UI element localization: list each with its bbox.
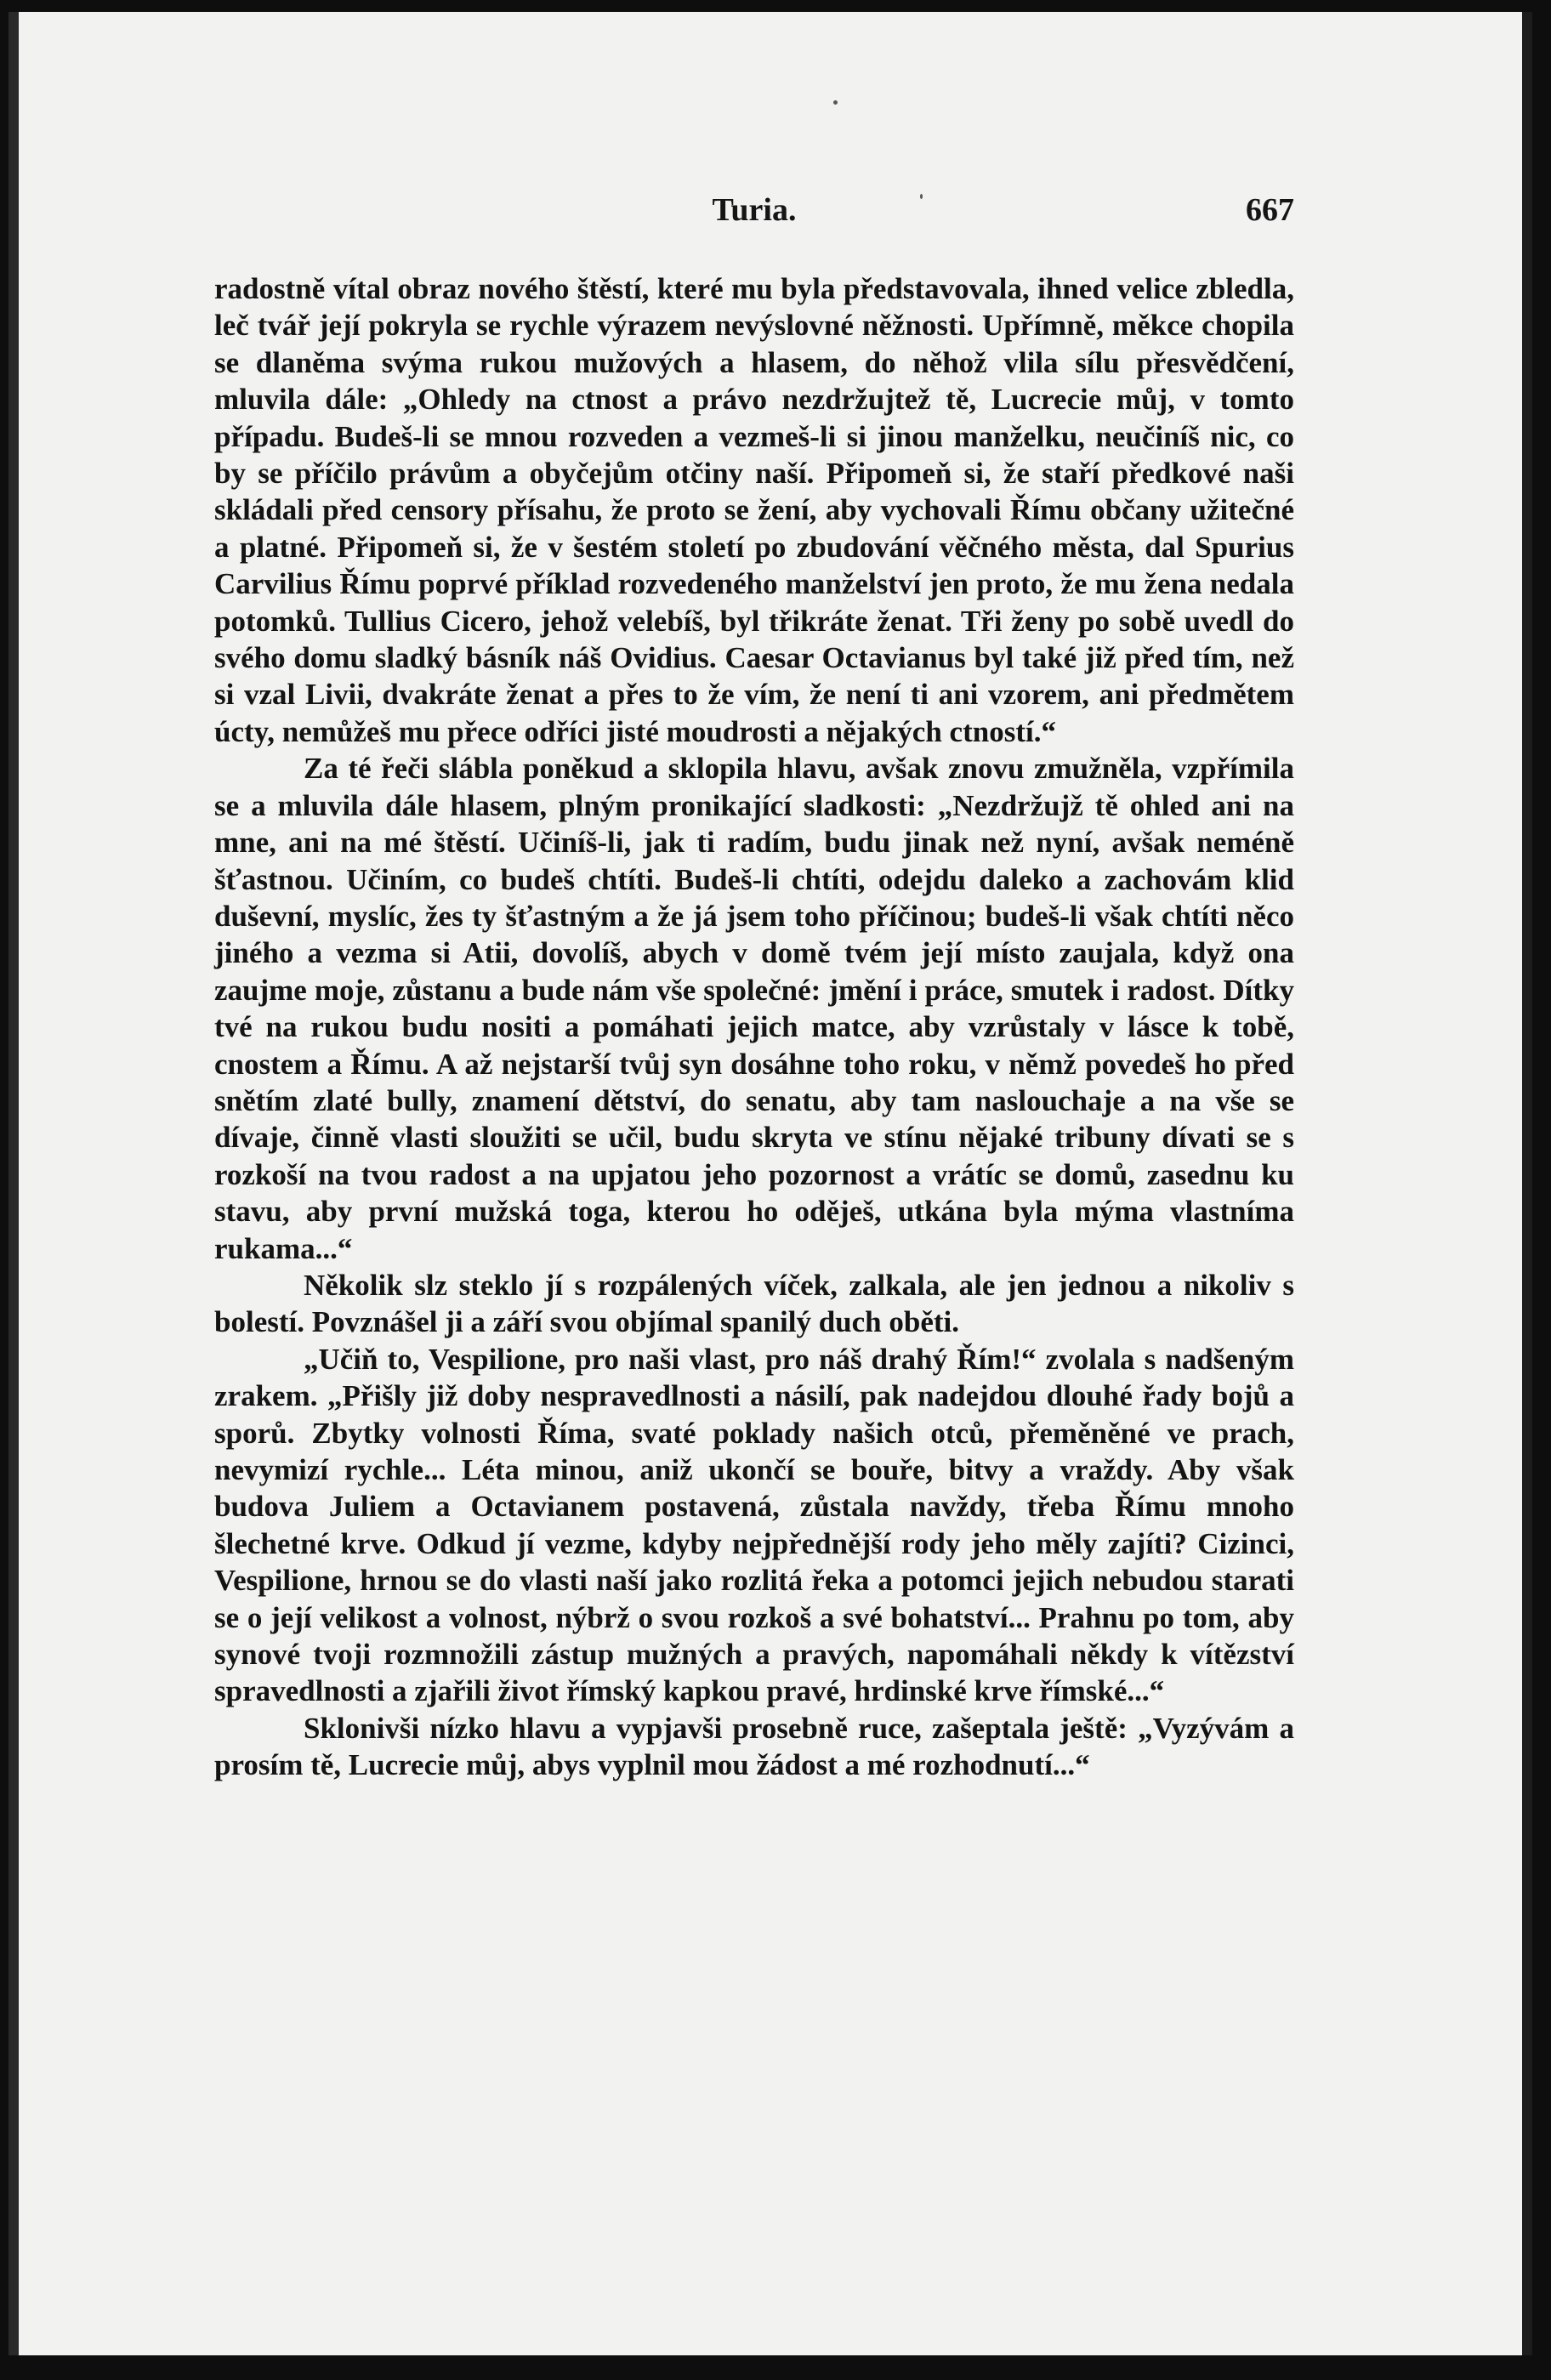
dust-speck xyxy=(833,100,838,105)
paragraph: Sklonivši nízko hlavu a vypjavši prosebně ruce, zašeptala ještě: „Vyzývám a prosím tě, Lucrecie můj, abys vyplnil mou žádost a mé rozhodnutí...“ xyxy=(214,1711,1294,1782)
paragraph: Za té řeči slábla poněkud a sklopila hlavu, avšak znovu zmužněla, vzpřímila se a mluvila dále hlasem, plným pronikající sladkosti: „Nezdržujž tě ohled ani na mne, ani na mé štěstí. Učiníš-li, jak ti radím, budu jinak než nyní, avšak neméně šťastnou. Učiním, co budeš chtíti. Budeš-li chtíti, odejdu daleko a zachovám klid duševní, myslíc, žes ty šťastným a že já jsem toho příčinou; budeš-li však chtíti něco jiného a vezma si Atii, dovolíš, abych v domě tvém její místo zaujala, když ona zaujme moje, zůstanu a bude nám vše společné: jmění i práce, smutek i radost. Dítky tvé na rukou budu nositi a pomáhati jejich matce, aby vzrůstaly v lásce k tobě, cnostem a Římu. A až nejstarší tvůj syn dosáhne toho roku, v němž povedeš ho před snětím zlaté bully, znamení dětství, do senatu, aby tam naslouchaje a na vše se dívaje, činně vlasti sloužiti se učil, budu skryta ve stínu nějaké tribuny dívati se s rozkoší na tvou radost a na upjatou jeho pozornost a vrátíc se domů, zasednu ku stavu, aby první mužská toga, kterou ho oděješ, utkána byla mýma vlastníma rukama...“ xyxy=(214,752,1294,1265)
page-right-edge xyxy=(1522,12,1532,2355)
running-title: Turia. xyxy=(712,192,797,228)
page-left-edge xyxy=(9,12,19,2355)
page-number: 667 xyxy=(1246,192,1294,228)
body-text xyxy=(214,270,1294,1784)
paragraph: radostně vítal obraz nového štěstí, které mu byla představovala, ihned velice zbledla, leč tvář její pokryla se rychle výrazem nevýslovné něžnosti. Upřímně, měkce chopila se dlaněma svýma rukou mužových a hlasem, do něhož vlila sílu přesvědčení, mluvila dále: „Ohledy na ctnost a právo nezdržujtež tě, Lucrecie můj, v tomto případu. Budeš-li se mnou rozveden a vezmeš-li si jinou manželku, neučiníš nic, co by se příčilo právům a obyčejům otčiny naší. Připomeň si, že staří předkové naši skládali před censory přísahu, že proto se žení, aby vychovali Římu občany užitečné a platné. Připomeň si, že v šestém století po zbudování věčného města, dal Spurius Carvilius Římu poprvé příklad rozvedeného manželství jen proto, že mu žena nedala potomků. Tullius Cicero, jehož velebíš, byl třikráte ženat. Tři ženy po sobě uvedl do svého domu sladký básník náš Ovidius. Caesar Octavianus byl také již před tím, než si vzal Livii, dvakráte ženat a přes to že vím, že není ti ani vzorem, ani předmětem úcty, nemůžeš mu přece odříci jisté moudrosti a nějakých ctností.“ xyxy=(214,272,1294,748)
running-header xyxy=(214,191,1294,242)
paragraph: Několik slz steklo jí s rozpálených víček, zalkala, ale jen jednou a nikoliv s bolestí. Povznášel ji a září svou objímal spanilý duch oběti. xyxy=(214,1268,1294,1339)
paragraph: „Učiň to, Vespilione, pro naši vlast, pro náš drahý Řím!“ zvolala s nadšeným zrakem. „Přišly již doby nespravedlnosti a násilí, pak nadejdou dlouhé řady bojů a sporů. Zbytky volnosti Říma, svaté poklady našich otců, přeměněné ve prach, nevymizí rychle... Léta minou, aniž ukončí se bouře, bitvy a vraždy. Aby však budova Juliem a Octavianem postavená, zůstala navždy, třeba Římu mnoho šlechetné krve. Odkud jí vezme, kdyby nejpřednější rody jeho měly zajíti? Cizinci, Vespilione, hrnou se do vlasti naší jako rozlitá řeka a potomci jejich nebudou starati se o její velikost a volnost, nýbrž o svou rozkoš a své bohatství... Prahnu po tom, aby synové tvoji rozmnožili zástup mužných a pravých, napomáhali někdy k vítězství spravedlnosti a zjařili život římský kapkou pravé, hrdinské krve římské...“ xyxy=(214,1342,1294,1708)
